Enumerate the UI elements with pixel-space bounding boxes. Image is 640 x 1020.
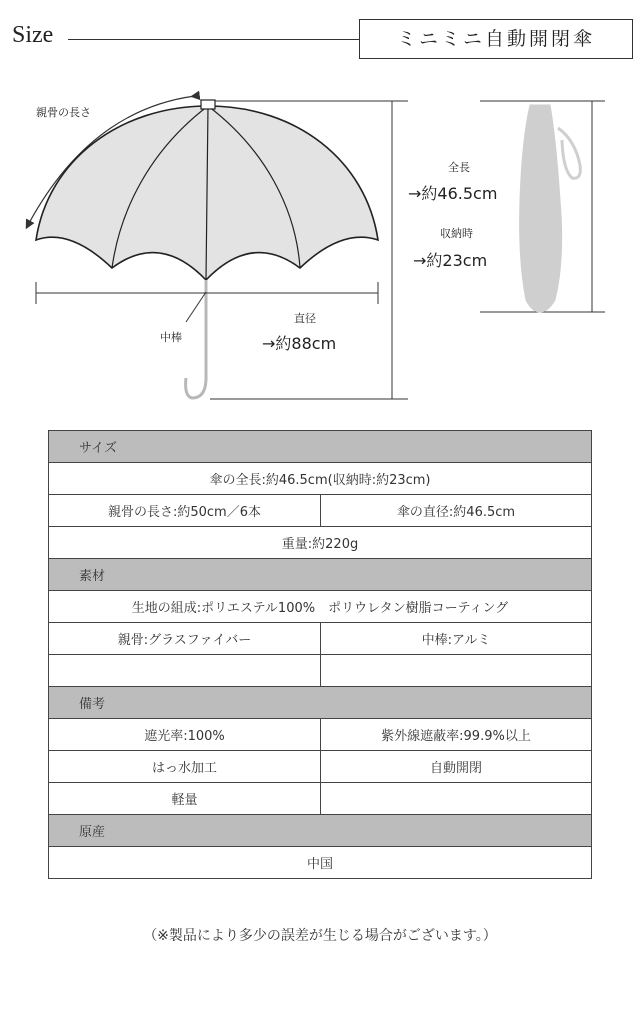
uv-cell: 紫外線遮蔽率:99.9%以上 [321, 719, 592, 751]
empty-cell [321, 783, 592, 815]
total-length-value: →約46.5cm [408, 184, 498, 203]
folded-umbrella [520, 105, 562, 312]
size-rule [68, 39, 360, 40]
ribs-cell: 親骨:グラスファイバー [49, 623, 321, 655]
footer-note: （※製品により多少の誤差が生じる場合がございます。） [143, 928, 497, 944]
full-length-cell: 傘の全長:約46.5cm(収納時:約23cm) [49, 463, 592, 495]
water-repellent-cell: はっ水加工 [49, 751, 321, 783]
fabric-cell: 生地の組成:ポリエステル100% ポリウレタン樹脂コーティング [49, 591, 592, 623]
product-title: ミニミニ自動開閉傘 [359, 19, 633, 59]
size-heading: Size [12, 22, 54, 48]
origin-section-header: 原産 [49, 815, 592, 847]
notes-section-header: 備考 [49, 687, 592, 719]
diameter-value: →約88cm [262, 334, 337, 353]
shaft-label: 中棒 [160, 331, 182, 344]
umbrella-diagram [0, 70, 640, 410]
shading-cell: 遮光率:100% [49, 719, 321, 751]
shaft-cell: 中棒:アルミ [321, 623, 592, 655]
diameter-cell: 傘の直径:約46.5cm [321, 495, 592, 527]
origin-cell: 中国 [49, 847, 592, 879]
spec-table [48, 430, 592, 879]
auto-open-close-cell: 自動開閉 [321, 751, 592, 783]
folded-value: →約23cm [413, 251, 488, 270]
size-section-header: サイズ [49, 431, 592, 463]
folded-label: 収納時 [440, 227, 473, 240]
weight-cell: 重量:約220g [49, 527, 592, 559]
umbrella-tip [201, 100, 215, 109]
total-length-label: 全長 [448, 161, 470, 174]
lightweight-cell: 軽量 [49, 783, 321, 815]
rib-length-cell: 親骨の長さ:約50cm／6本 [49, 495, 321, 527]
rib-length-label: 親骨の長さ [36, 106, 91, 119]
empty-cell [49, 655, 321, 687]
empty-cell [321, 655, 592, 687]
material-section-header: 素材 [49, 559, 592, 591]
umbrella-handle [186, 350, 206, 398]
folded-strap [558, 128, 580, 178]
diameter-label: 直径 [294, 312, 316, 325]
